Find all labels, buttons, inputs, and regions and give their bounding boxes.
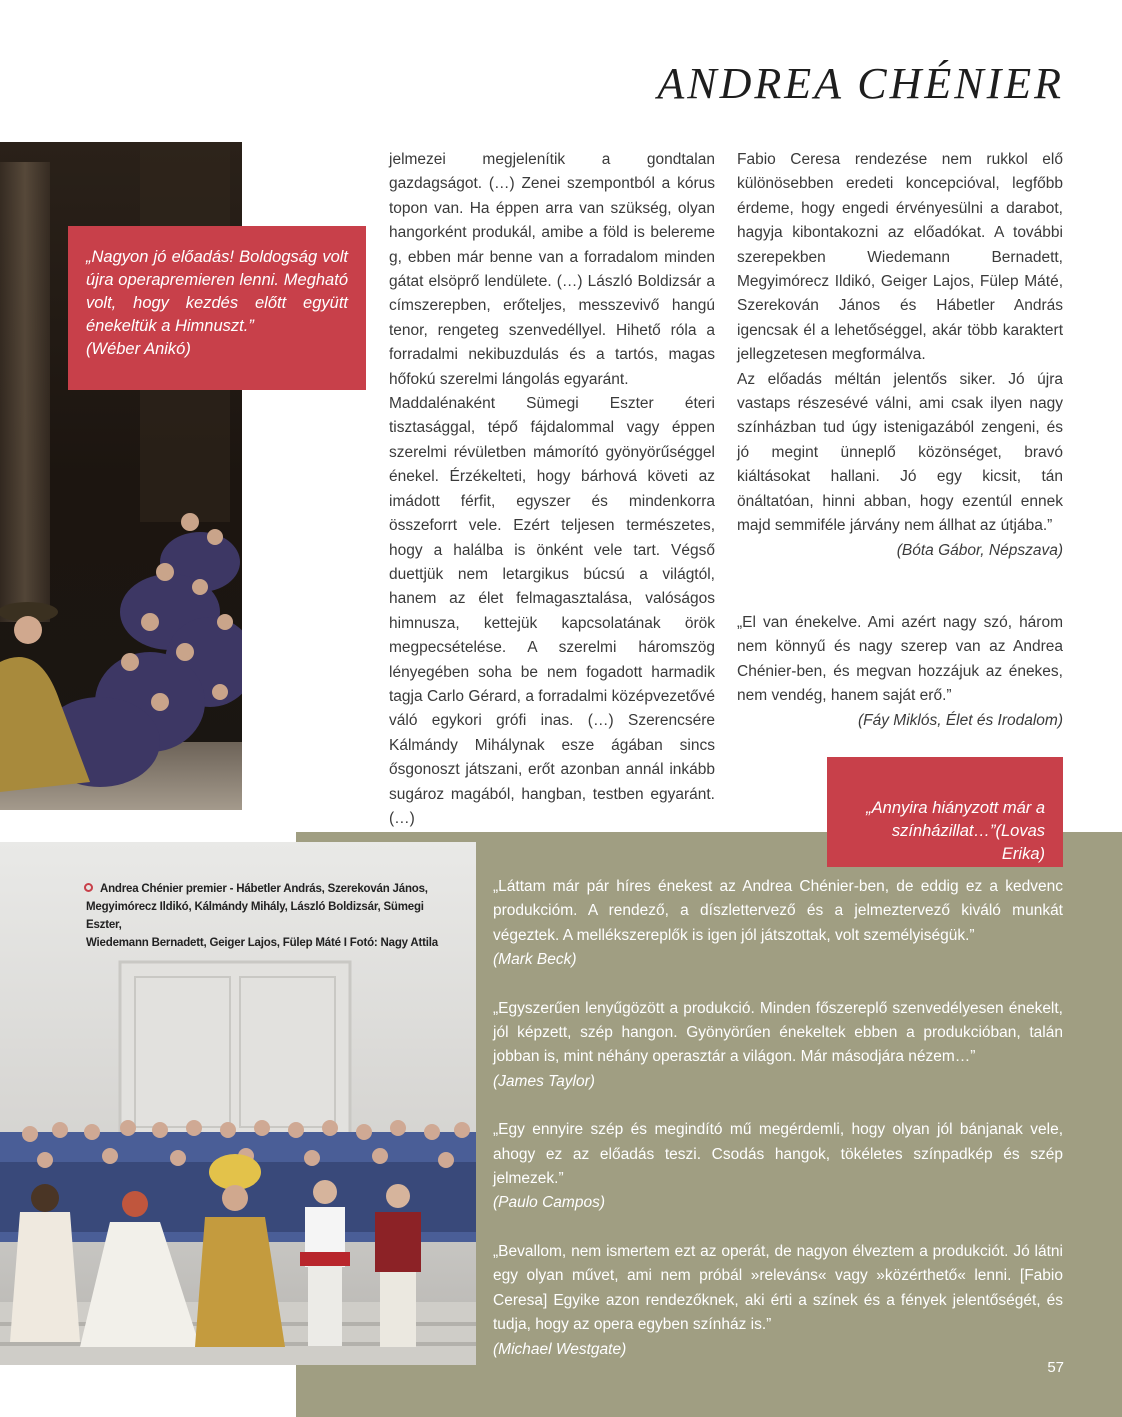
review <box>493 997 1063 1095</box>
side-quote-box <box>827 757 1063 867</box>
review-quote: „El van énekelve. Ami azért nagy szó, három nem könnyű és nagy szerep van az Andrea Chénier-ben, és megvan hozzájuk az énekes, nem vendég, hanem saját erő.” <box>737 613 1063 705</box>
review-text: „Egy ennyire szép és megindító mű megérdemli, hogy olyan jól bánjanak vele, ahogy ez az előadás teszi. Csodás hangok, tökéletes színpadkép és szép jelmezek.” <box>493 1121 1063 1188</box>
review-text: „Egyszerűen lenyűgözött a produkció. Minden főszereplő szenvedélyesen énekelt, jól képzett, szép hangon. Gyönyörűen énekeltek ebben a produkcióban, talán jobban is, mint néhány operasztár a világon. Már másodjára nézem…” <box>493 999 1063 1066</box>
article-column-middle <box>389 148 715 831</box>
review-cite: (Michael Westgate) <box>493 1340 627 1358</box>
review-citation: (Bóta Gábor, Népszava) <box>896 541 1063 559</box>
caption-line: Megyimórecz Ildikó, Kálmándy Mihály, László Boldizsár, Sümegi Eszter, <box>86 901 424 931</box>
review-citation: (Fáy Miklós, Élet és Irodalom) <box>858 711 1063 729</box>
caption-line: Wiedemann Bernadett, Geiger Lajos, Fülep Máté I Fotó: Nagy Attila <box>86 937 438 949</box>
paragraph: jelmezei megjelenítik a gondtalan gazdagságot. (…) Zenei szempontból a kórus topon van. Ha éppen arra van szükség, olyan hangorként produkál, amibe a föld is belereme g, ebben már benne van a forradalom minden gátat elsöprő lendülete. (…) László Boldizsár a címszerepben, erőteljes, messzevivő hangú tenor, rengeteg szenvedéllyel. Hihető róla a forradalmi nekibuzdulás és a tartós, magas hőfokú szerelmi lángolás egyaránt. <box>389 151 715 388</box>
review <box>493 1240 1063 1362</box>
page-title: ANDREA CHÉNIER <box>657 59 1064 108</box>
review <box>493 1118 1063 1216</box>
reviews-list <box>493 875 1063 1386</box>
paragraph: Fabio Ceresa rendezése nem rukkol elő különösebben eredeti koncepcióval, legfőbb érdeme, hogy engedi érvényesülni a darabot, hagyja kibontakozni az előadókat. A további szerepekben Wiedemann Bernadett, Megyimórecz Ildikó, Geiger Lajos, Fülep Máté, Szerekován János és Hábetler András igencsak él a lehetőséggel, akár több karaktert jellegzetesen megformálva. <box>737 151 1063 364</box>
reader-quote-box <box>68 226 366 390</box>
review <box>493 875 1063 973</box>
reader-quote-text: „Nagyon jó előadás! Boldogság volt újra operapremieren lenni. Megható volt, hogy kezdés előtt együtt énekeltük a Himnuszt.” <box>86 248 348 335</box>
review-cite: (James Taylor) <box>493 1072 595 1090</box>
review-text: „Bevallom, nem ismertem ezt az operát, de nagyon élveztem a produkciót. Jó látni egy olyan művet, ami nem próbál »releváns« vagy »közérthető« lenni. [Fabio Ceresa] Egyike azon rendezőknek, aki érti a színek és a fények jelentőségét, és tudja, hogy az opera egyben színház is.” <box>493 1242 1063 1334</box>
paragraph: Maddalénaként Sümegi Eszter éteri tisztasággal, tépő fájdalommal vagy éppen szerelmi révületben mámorító gyönyörűséggel énekel. Érzékelteti, hogy bárhová követi az imádott férfit, egyszer és mindenkorra összeforrt vele. Ezért teljesen természetes, hogy a halálba is önként vele tart. Végső duettjük nem letargikus búcsú a világtól, hanem az élet felmagasztalása, valóságos himnusza, kettejük kapcsolatának örök megpecsételése. A szerelmi háromszög lényegében soha be nem fogadott harmadik tagja Carlo Gérard, a forradalmi középvezetővé váló egykori grófi inas. (…) Szerencsére Kálmándy Mihálynak esze ágában sincs ősgonoszt játszani, erőt azonban annál inkább sugároz magából, hangban, testben egyaránt. (…) <box>389 395 715 827</box>
reader-quote-cite: (Wéber Anikó) <box>86 340 191 358</box>
article-column-right <box>737 148 1063 733</box>
page-number: 57 <box>1047 1359 1064 1376</box>
photo-caption <box>86 880 446 952</box>
side-quote-text: „Annyira hiányzott már a színházillat…”(Lovas Erika) <box>866 799 1045 863</box>
review-cite: (Paulo Campos) <box>493 1194 605 1212</box>
review-text: „Láttam már pár híres énekest az Andrea Chénier-ben, de eddig ez a kedvenc produkcióm. A rendező, a díszlettervező és a jelmeztervező kiváló munkát végeztek. A mellékszereplők is igen jól játszottak, volt személyiségük.” <box>493 878 1063 944</box>
caption-line: Andrea Chénier premier - Hábetler András, Szerekován János, <box>100 883 428 895</box>
paragraph: Az előadás méltán jelentős siker. Jó újra vastaps részesévé válni, ami csak ilyen nagy színházban tud úgy istenigazából zengeni, és jó megint ünneplő közönséget, bravó kiáltásokat hallani. Jó egy kicsit, tán önáltatóan, hinni abban, hogy ezentúl ennek majd semmiféle járvány nem állhat az útjába.” <box>737 370 1063 535</box>
review-cite: (Mark Beck) <box>493 951 577 969</box>
